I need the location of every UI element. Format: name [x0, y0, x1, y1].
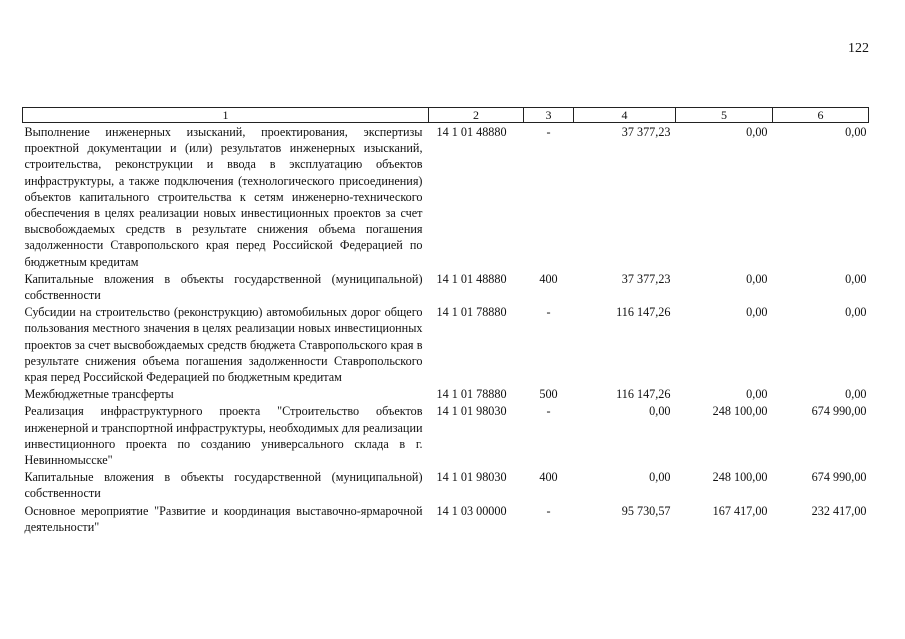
- table-row: [23, 123, 869, 270]
- row-expense-type: 400: [539, 271, 558, 286]
- row-amount-3: 674 990,00: [811, 470, 867, 485]
- table-row: [23, 385, 869, 402]
- page-number: 122: [848, 41, 869, 56]
- row-expense-type: 400: [539, 470, 558, 485]
- row-amount-1: 37 377,23: [621, 271, 671, 286]
- row-name: Капитальные вложения в объекты государственной (муниципальной) собственности: [24, 271, 423, 303]
- row-amount-2: 248 100,00: [712, 470, 768, 485]
- row-amount-3: 0,00: [845, 271, 867, 286]
- row-expense-type: -: [546, 503, 551, 518]
- column-header-5: 5: [676, 108, 773, 123]
- row-name: Субсидии на строительство (реконструкцию) автомобильных дорог общего пользования местного значения в целях реализации новых инвестиционных проектов за счет высвобождаемых средств бюджета Ставропольского края в результате снижения объема погашения задолженности Ставропольского края перед Российской Федерацией по бюджетным кредитам: [24, 305, 423, 385]
- row-code: 14 1 01 98030: [436, 470, 507, 485]
- column-header-6: 6: [773, 108, 869, 123]
- row-amount-3: 674 990,00: [811, 404, 867, 419]
- column-header-4: 4: [574, 108, 676, 123]
- row-name: Межбюджетные трансферты: [24, 387, 174, 402]
- row-code: 14 1 03 00000: [436, 503, 507, 518]
- row-amount-2: 0,00: [746, 305, 768, 320]
- row-amount-3: 232 417,00: [811, 503, 867, 518]
- column-header-2: 2: [429, 108, 524, 123]
- table-row: [23, 402, 869, 468]
- column-header-1: 1: [23, 108, 429, 123]
- row-name: Капитальные вложения в объекты государственной (муниципальной) собственности: [24, 470, 423, 501]
- row-amount-2: 248 100,00: [712, 404, 768, 419]
- table-row: [23, 468, 869, 501]
- row-amount-3: 0,00: [845, 305, 867, 320]
- column-header-3: 3: [524, 108, 574, 123]
- row-amount-2: 0,00: [746, 271, 768, 286]
- row-amount-3: 0,00: [845, 387, 867, 402]
- table-row: [23, 502, 869, 535]
- row-expense-type: -: [546, 125, 551, 139]
- row-name: Основное мероприятие "Развитие и координация выставочно-ярмарочной деятельности": [24, 503, 423, 534]
- table-row: [23, 270, 869, 303]
- table-row: [23, 303, 869, 385]
- row-amount-1: 0,00: [649, 470, 671, 485]
- row-code: 14 1 01 78880: [436, 387, 507, 402]
- row-amount-1: 116 147,26: [616, 305, 671, 320]
- row-amount-2: 0,00: [746, 387, 768, 402]
- row-amount-1: 116 147,26: [616, 387, 671, 402]
- row-amount-1: 37 377,23: [621, 125, 671, 139]
- row-expense-type: -: [546, 305, 551, 320]
- row-amount-3: 0,00: [845, 125, 867, 139]
- row-code: 14 1 01 48880: [436, 125, 507, 139]
- row-code: 14 1 01 98030: [436, 404, 507, 419]
- row-amount-1: 0,00: [649, 404, 671, 419]
- budget-table: [22, 107, 869, 535]
- row-amount-2: 167 417,00: [712, 503, 768, 518]
- row-code: 14 1 01 48880: [436, 271, 507, 286]
- row-code: 14 1 01 78880: [436, 305, 507, 320]
- row-name: Реализация инфраструктурного проекта "Строительство объектов инженерной и транспортной инфраструктуры, необходимых для реализации инвестиционного проекта по созданию универсального склада в г. Невинномысске": [24, 404, 423, 468]
- row-expense-type: -: [546, 404, 551, 419]
- row-amount-1: 95 730,57: [621, 503, 671, 518]
- row-name: Выполнение инженерных изысканий, проектирования, экспертизы проектной документации и (или) результатов инженерных изысканий, строительства, реконструкции и ввода в эксплуатацию объектов инфраструктуры, а также подключения (технологического присоединения) объектов капитального строительства к сетям инженерно-технического обеспечения в целях реализации новых инвестиционных проектов за счет высвобождаемых средств в результате снижения объема погашения задолженности Ставропольского края перед Российской Федерацией по бюджетным кредитам: [24, 125, 423, 269]
- row-expense-type: 500: [539, 387, 558, 402]
- row-amount-2: 0,00: [746, 125, 768, 139]
- table-header: [23, 108, 869, 123]
